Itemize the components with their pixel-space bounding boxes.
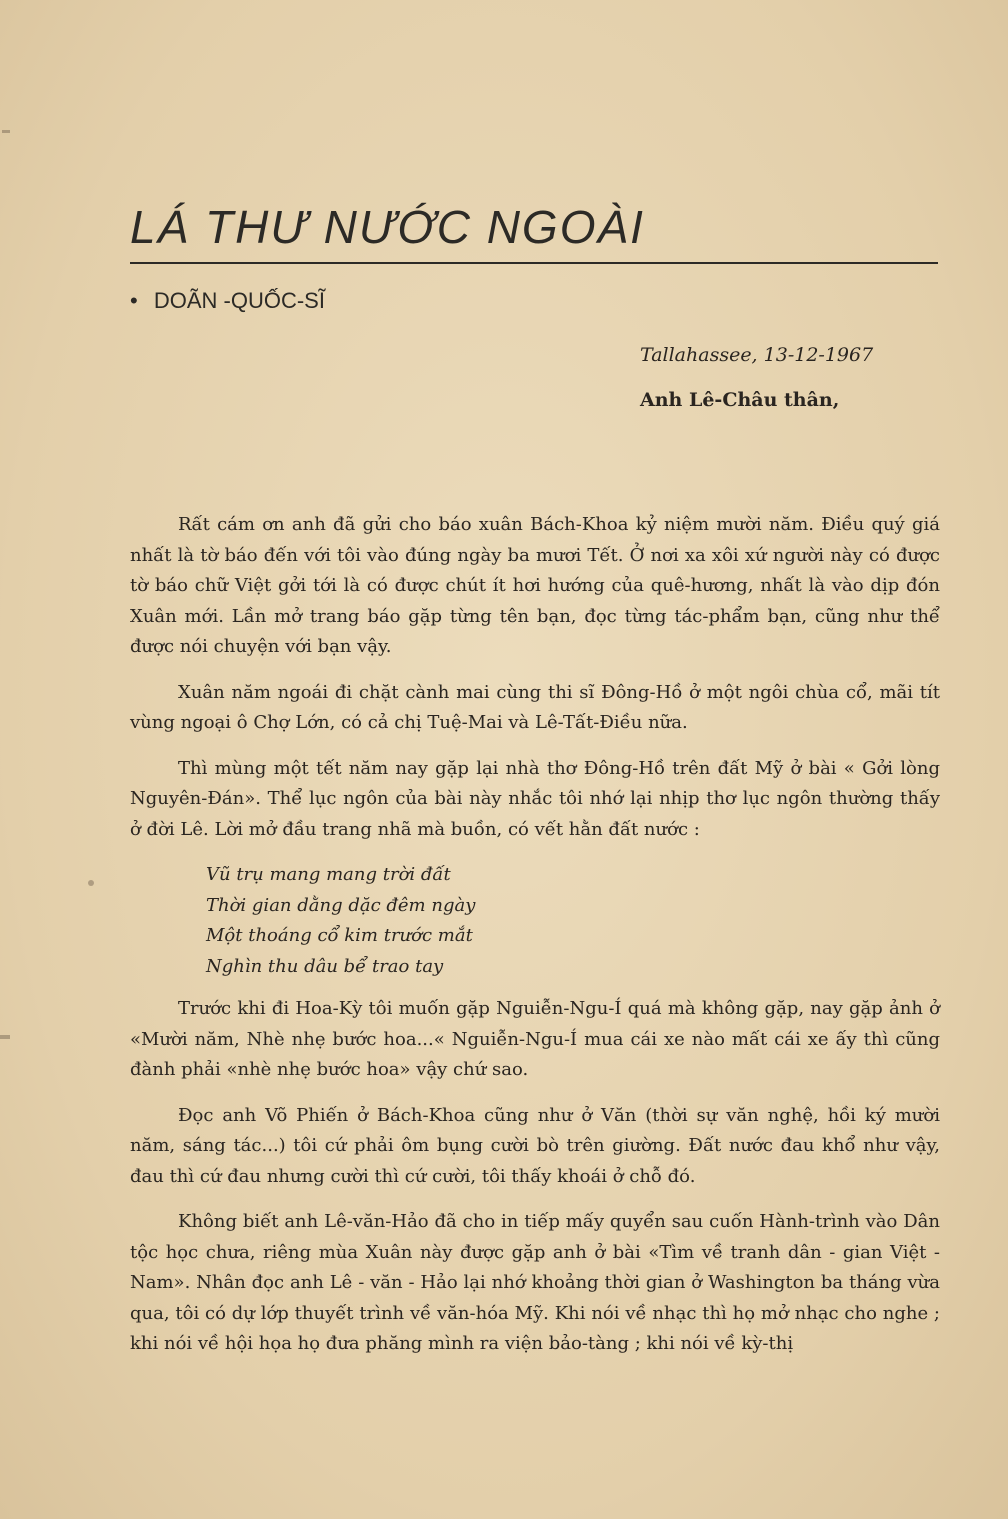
author-line <box>130 288 325 314</box>
author-bullet: • <box>130 288 138 313</box>
paragraph-3: Thì mùng một tết năm nay gặp lại nhà thơ Đông-Hồ trên đất Mỹ ở bài « Gởi lòng Nguyên-Đán». Thể lục ngôn của bài này nhắc tôi nhớ lại nhịp thơ lục ngôn thường thấy ở đời Lê. Lời mở đầu trang nhã mà buồn, có vết hằn đất nước : <box>130 757 940 840</box>
paragraph-5: Đọc anh Võ Phiến ở Bách-Khoa cũng như ở Văn (thời sự văn nghệ, hồi ký mười năm, sáng tác...) tôi cứ phải ôm bụng cười bò trên giường. Đất nước đau khổ như vậy, đau thì cứ đau nhưng cười thì cứ cười, tôi thấy khoái ở chỗ đó. <box>130 1104 940 1187</box>
author-name: DOÃN -QUỐC-SĨ <box>153 288 325 313</box>
poem-line-3: Một thoáng cổ kim trước mắt <box>206 925 473 946</box>
article-title: LÁ THƯ NƯỚC NGOÀI <box>130 201 645 253</box>
greeting: Anh Lê-Châu thân, <box>640 389 840 411</box>
paragraph-4: Trước khi đi Hoa-Kỳ tôi muốn gặp Nguiễn-Ngu-Í quá mà không gặp, nay gặp ảnh ở «Mười năm, Nhè nhẹ bước hoa...« Nguiễn-Ngu-Í mua cái xe nào mất cái xe ấy thì cũng đành phải «nhè nhẹ bước hoa» vậy chứ sao. <box>130 998 940 1080</box>
page-dot <box>88 880 94 886</box>
edge-speck <box>2 130 10 133</box>
poem-line-1: Vũ trụ mang mang trời đất <box>206 864 451 885</box>
poem-line-4: Nghìn thu dâu bể trao tay <box>206 955 444 977</box>
title-rule <box>130 262 938 264</box>
paragraph-6: Không biết anh Lê-văn-Hảo đã cho in tiếp mấy quyển sau cuốn Hành-trình vào Dân tộc học chưa, riêng mùa Xuân này được gặp anh ở bài «Tìm về tranh dân - gian Việt - Nam». Nhân đọc anh Lê - văn - Hảo lại nhớ khoảng thời gian ở Washington ba tháng vừa qua, tôi có dự lớp thuyết trình về văn-hóa Mỹ. Khi nói về nhạc thì họ mở nhạc cho nghe ; khi nói về hội họa họ đưa phăng mình ra viện bảo-tàng ; khi nói về kỳ-thị <box>130 1211 940 1354</box>
dateline: Tallahassee, 13-12-1967 <box>640 344 874 366</box>
paragraph-1: Rất cám ơn anh đã gửi cho báo xuân Bách-Khoa kỷ niệm mười năm. Điều quý giá nhất là tờ báo đến với tôi vào đúng ngày ba mươi Tết. Ở nơi xa xôi xứ người này có được tờ báo chữ Việt gởi tới là có được chút ít hơi hướng của quê-hương, nhất là vào dịp đón Xuân mới. Lần mở trang báo gặp từng tên bạn, đọc từng tác-phẩm bạn, cũng như thể được nói chuyện với bạn vậy. <box>130 514 940 657</box>
article-body <box>130 510 940 1375</box>
poem-line-2: Thời gian dằng dặc đêm ngày <box>206 894 476 916</box>
edge-speck <box>0 1035 10 1039</box>
poem-quote <box>206 860 940 982</box>
paragraph-2: Xuân năm ngoái đi chặt cành mai cùng thi sĩ Đông-Hồ ở một ngôi chùa cổ, mãi tít vùng ngoại ô Chợ Lớn, có cả chị Tuệ-Mai và Lê-Tất-Điều nữa. <box>130 681 940 733</box>
